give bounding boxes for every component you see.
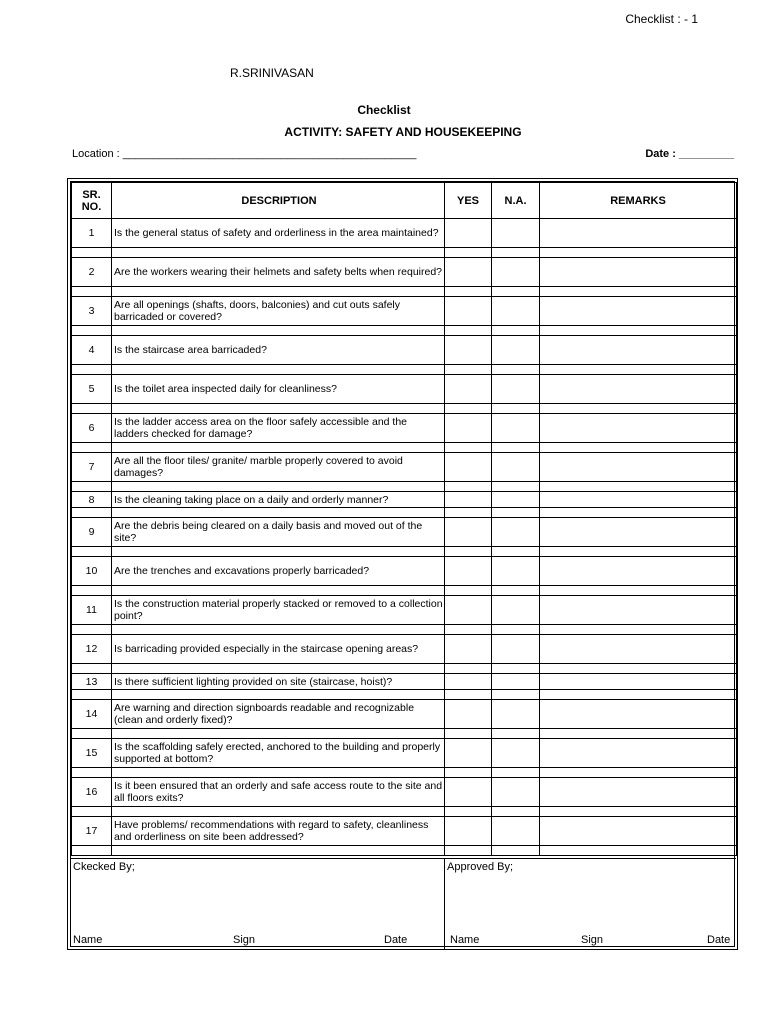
spacer-cell (492, 586, 540, 596)
spacer-cell (112, 690, 445, 700)
remarks-cell[interactable] (540, 518, 737, 547)
header-description: DESCRIPTION (112, 183, 445, 219)
spacer-cell (445, 586, 492, 596)
spacer-cell (540, 690, 737, 700)
row-description: Is the toilet area inspected daily for cleanliness? (112, 375, 445, 404)
spacer-cell (492, 690, 540, 700)
yes-checkbox-cell[interactable] (445, 596, 492, 625)
checklist-row (72, 557, 737, 586)
spacer-row (72, 625, 737, 635)
checked-date-label: Date (384, 934, 408, 946)
checklist-row (72, 700, 737, 729)
spacer-cell (112, 625, 445, 635)
spacer-cell (112, 586, 445, 596)
na-checkbox-cell[interactable] (492, 674, 540, 690)
spacer-row (72, 482, 737, 492)
row-description: Are the trenches and excavations properly barricaded? (112, 557, 445, 586)
remarks-cell[interactable] (540, 674, 737, 690)
page-number: Checklist : - 1 (625, 12, 698, 26)
yes-checkbox-cell[interactable] (445, 453, 492, 482)
spacer-cell (540, 443, 737, 453)
spacer-cell (445, 443, 492, 453)
row-number: 2 (72, 258, 112, 287)
na-checkbox-cell[interactable] (492, 336, 540, 365)
row-number: 6 (72, 414, 112, 443)
spacer-cell (540, 482, 737, 492)
activity-title: ACTIVITY: SAFETY AND HOUSEKEEPING (284, 125, 522, 139)
spacer-cell (492, 482, 540, 492)
spacer-cell (72, 365, 112, 375)
checklist-row (72, 817, 737, 846)
spacer-cell (492, 508, 540, 518)
yes-checkbox-cell[interactable] (445, 739, 492, 768)
na-checkbox-cell[interactable] (492, 453, 540, 482)
spacer-cell (72, 625, 112, 635)
spacer-cell (540, 807, 737, 817)
approved-sign-label: Sign (581, 934, 604, 946)
row-description: Is the ladder access area on the floor safely accessible and the ladders checked for damage? (112, 414, 445, 443)
spacer-cell (445, 664, 492, 674)
spacer-cell (540, 365, 737, 375)
yes-checkbox-cell[interactable] (445, 778, 492, 807)
spacer-cell (72, 326, 112, 336)
spacer-cell (540, 326, 737, 336)
approved-by-label: Approved By; (447, 861, 514, 873)
spacer-cell (72, 508, 112, 518)
row-number: 11 (72, 596, 112, 625)
spacer-cell (72, 846, 112, 856)
author-name: R.SRINIVASAN (230, 66, 314, 80)
spacer-cell (540, 404, 737, 414)
na-checkbox-cell[interactable] (492, 414, 540, 443)
spacer-cell (445, 248, 492, 258)
na-checkbox-cell[interactable] (492, 219, 540, 248)
remarks-cell[interactable] (540, 297, 737, 326)
spacer-cell (445, 846, 492, 856)
checklist-row (72, 336, 737, 365)
row-description: Have problems/ recommendations with regard to safety, cleanliness and orderliness on site been addressed? (112, 817, 445, 846)
remarks-cell[interactable] (540, 817, 737, 846)
checklist-row (72, 739, 737, 768)
spacer-cell (112, 326, 445, 336)
remarks-cell[interactable] (540, 778, 737, 807)
na-checkbox-cell[interactable] (492, 375, 540, 404)
header-na: N.A. (492, 183, 540, 219)
spacer-cell (72, 482, 112, 492)
spacer-cell (540, 586, 737, 596)
spacer-cell (445, 690, 492, 700)
header-sr-no: SR. NO. (72, 183, 112, 219)
spacer-row (72, 287, 737, 297)
row-number: 5 (72, 375, 112, 404)
checklist-frame (70, 181, 735, 947)
yes-checkbox-cell[interactable] (445, 219, 492, 248)
row-description: Is barricading provided especially in the staircase opening areas? (112, 635, 445, 664)
remarks-cell[interactable] (540, 700, 737, 729)
remarks-cell[interactable] (540, 414, 737, 443)
spacer-cell (72, 586, 112, 596)
spacer-cell (72, 807, 112, 817)
spacer-cell (72, 404, 112, 414)
spacer-cell (540, 248, 737, 258)
spacer-cell (540, 729, 737, 739)
spacer-cell (112, 287, 445, 297)
na-checkbox-cell[interactable] (492, 817, 540, 846)
spacer-cell (112, 508, 445, 518)
spacer-row (72, 326, 737, 336)
spacer-row (72, 547, 737, 557)
spacer-cell (112, 482, 445, 492)
checklist-sheet (67, 178, 738, 950)
row-description: Are all the floor tiles/ granite/ marble properly covered to avoid damages? (112, 453, 445, 482)
na-checkbox-cell[interactable] (492, 596, 540, 625)
spacer-cell (445, 482, 492, 492)
spacer-row (72, 690, 737, 700)
spacer-cell (492, 404, 540, 414)
checklist-row (72, 596, 737, 625)
row-number: 7 (72, 453, 112, 482)
remarks-cell[interactable] (540, 375, 737, 404)
spacer-cell (445, 287, 492, 297)
spacer-cell (112, 664, 445, 674)
spacer-cell (112, 729, 445, 739)
spacer-cell (72, 768, 112, 778)
spacer-row (72, 729, 737, 739)
spacer-cell (72, 729, 112, 739)
table-header-row (72, 183, 737, 219)
yes-checkbox-cell[interactable] (445, 336, 492, 365)
yes-checkbox-cell[interactable] (445, 635, 492, 664)
spacer-cell (112, 807, 445, 817)
checked-by-block (71, 858, 444, 950)
remarks-cell[interactable] (540, 219, 737, 248)
approved-by-block (444, 858, 736, 950)
row-number: 16 (72, 778, 112, 807)
spacer-cell (540, 508, 737, 518)
spacer-cell (112, 846, 445, 856)
checklist-row (72, 778, 737, 807)
remarks-cell[interactable] (540, 453, 737, 482)
spacer-cell (492, 625, 540, 635)
checked-by-label: Ckecked By; (73, 861, 135, 873)
spacer-row (72, 586, 737, 596)
spacer-cell (540, 547, 737, 557)
spacer-cell (540, 846, 737, 856)
na-checkbox-cell[interactable] (492, 700, 540, 729)
row-number: 14 (72, 700, 112, 729)
spacer-row (72, 508, 737, 518)
date-field[interactable]: Date : _________ (645, 148, 734, 160)
spacer-cell (112, 365, 445, 375)
signature-footer (71, 858, 736, 950)
row-number: 12 (72, 635, 112, 664)
row-number: 3 (72, 297, 112, 326)
row-number: 17 (72, 817, 112, 846)
spacer-cell (445, 768, 492, 778)
row-description: Are the debris being cleared on a daily basis and moved out of the site? (112, 518, 445, 547)
remarks-cell[interactable] (540, 557, 737, 586)
spacer-cell (72, 690, 112, 700)
checklist-row (72, 635, 737, 664)
row-number: 8 (72, 492, 112, 508)
yes-checkbox-cell[interactable] (445, 674, 492, 690)
checklist-row (72, 258, 737, 287)
spacer-cell (492, 287, 540, 297)
row-description: Are all openings (shafts, doors, balconies) and cut outs safely barricaded or covered? (112, 297, 445, 326)
approved-name-label: Name (450, 934, 480, 946)
yes-checkbox-cell[interactable] (445, 518, 492, 547)
spacer-cell (445, 508, 492, 518)
spacer-row (72, 768, 737, 778)
spacer-cell (445, 404, 492, 414)
yes-checkbox-cell[interactable] (445, 297, 492, 326)
na-checkbox-cell[interactable] (492, 778, 540, 807)
spacer-row (72, 248, 737, 258)
remarks-cell[interactable] (540, 258, 737, 287)
yes-checkbox-cell[interactable] (445, 817, 492, 846)
na-checkbox-cell[interactable] (492, 518, 540, 547)
spacer-cell (72, 287, 112, 297)
yes-checkbox-cell[interactable] (445, 700, 492, 729)
row-description: Is the cleaning taking place on a daily and orderly manner? (112, 492, 445, 508)
na-checkbox-cell[interactable] (492, 557, 540, 586)
checklist-row (72, 375, 737, 404)
spacer-cell (540, 768, 737, 778)
yes-checkbox-cell[interactable] (445, 375, 492, 404)
spacer-cell (112, 547, 445, 557)
row-number: 4 (72, 336, 112, 365)
row-description: Is the construction material properly stacked or removed to a collection point? (112, 596, 445, 625)
approved-date-label: Date (707, 934, 731, 946)
remarks-cell[interactable] (540, 492, 737, 508)
checklist-row (72, 219, 737, 248)
remarks-cell[interactable] (540, 739, 737, 768)
na-checkbox-cell[interactable] (492, 258, 540, 287)
checklist-table (71, 182, 737, 856)
row-number: 9 (72, 518, 112, 547)
row-number: 13 (72, 674, 112, 690)
spacer-cell (492, 547, 540, 557)
spacer-cell (540, 664, 737, 674)
checklist-row (72, 492, 737, 508)
spacer-cell (72, 664, 112, 674)
spacer-cell (492, 326, 540, 336)
spacer-cell (112, 768, 445, 778)
spacer-cell (492, 664, 540, 674)
spacer-cell (492, 729, 540, 739)
spacer-cell (72, 547, 112, 557)
spacer-cell (492, 248, 540, 258)
row-description: Are warning and direction signboards readable and recognizable (clean and orderly fixed)? (112, 700, 445, 729)
yes-checkbox-cell[interactable] (445, 557, 492, 586)
row-description: Is there sufficient lighting provided on site (staircase, hoist)? (112, 674, 445, 690)
checklist-row (72, 414, 737, 443)
spacer-cell (112, 443, 445, 453)
document-title: Checklist (357, 103, 411, 117)
checklist-body (72, 219, 737, 856)
row-description: Is it been ensured that an orderly and safe access route to the site and all floors exits? (112, 778, 445, 807)
spacer-cell (445, 365, 492, 375)
spacer-cell (492, 365, 540, 375)
spacer-cell (72, 443, 112, 453)
checked-name-label: Name (73, 934, 103, 946)
yes-checkbox-cell[interactable] (445, 414, 492, 443)
checklist-row (72, 518, 737, 547)
remarks-cell[interactable] (540, 596, 737, 625)
spacer-cell (112, 404, 445, 414)
spacer-cell (540, 287, 737, 297)
header-yes: YES (445, 183, 492, 219)
checklist-row (72, 674, 737, 690)
spacer-cell (445, 625, 492, 635)
row-description: Is the scaffolding safely erected, anchored to the building and properly supported at bottom? (112, 739, 445, 768)
na-checkbox-cell[interactable] (492, 635, 540, 664)
spacer-cell (112, 248, 445, 258)
spacer-cell (492, 443, 540, 453)
na-checkbox-cell[interactable] (492, 492, 540, 508)
yes-checkbox-cell[interactable] (445, 258, 492, 287)
spacer-row (72, 404, 737, 414)
checklist-row (72, 453, 737, 482)
spacer-cell (445, 547, 492, 557)
spacer-cell (445, 729, 492, 739)
spacer-cell (492, 807, 540, 817)
checklist-row (72, 297, 737, 326)
row-description: Are the workers wearing their helmets and safety belts when required? (112, 258, 445, 287)
spacer-row (72, 846, 737, 856)
remarks-cell[interactable] (540, 635, 737, 664)
header-remarks: REMARKS (540, 183, 737, 219)
na-checkbox-cell[interactable] (492, 739, 540, 768)
na-checkbox-cell[interactable] (492, 297, 540, 326)
spacer-row (72, 807, 737, 817)
spacer-cell (72, 248, 112, 258)
spacer-row (72, 365, 737, 375)
spacer-cell (540, 625, 737, 635)
row-number: 1 (72, 219, 112, 248)
row-number: 10 (72, 557, 112, 586)
row-number: 15 (72, 739, 112, 768)
spacer-cell (445, 807, 492, 817)
spacer-cell (492, 846, 540, 856)
spacer-row (72, 443, 737, 453)
yes-checkbox-cell[interactable] (445, 492, 492, 508)
spacer-row (72, 664, 737, 674)
spacer-cell (492, 768, 540, 778)
checked-sign-label: Sign (233, 934, 256, 946)
remarks-cell[interactable] (540, 336, 737, 365)
location-field[interactable]: Location : ________________________________________________ (72, 148, 417, 160)
row-description: Is the staircase area barricaded? (112, 336, 445, 365)
spacer-cell (445, 326, 492, 336)
row-description: Is the general status of safety and orderliness in the area maintained? (112, 219, 445, 248)
